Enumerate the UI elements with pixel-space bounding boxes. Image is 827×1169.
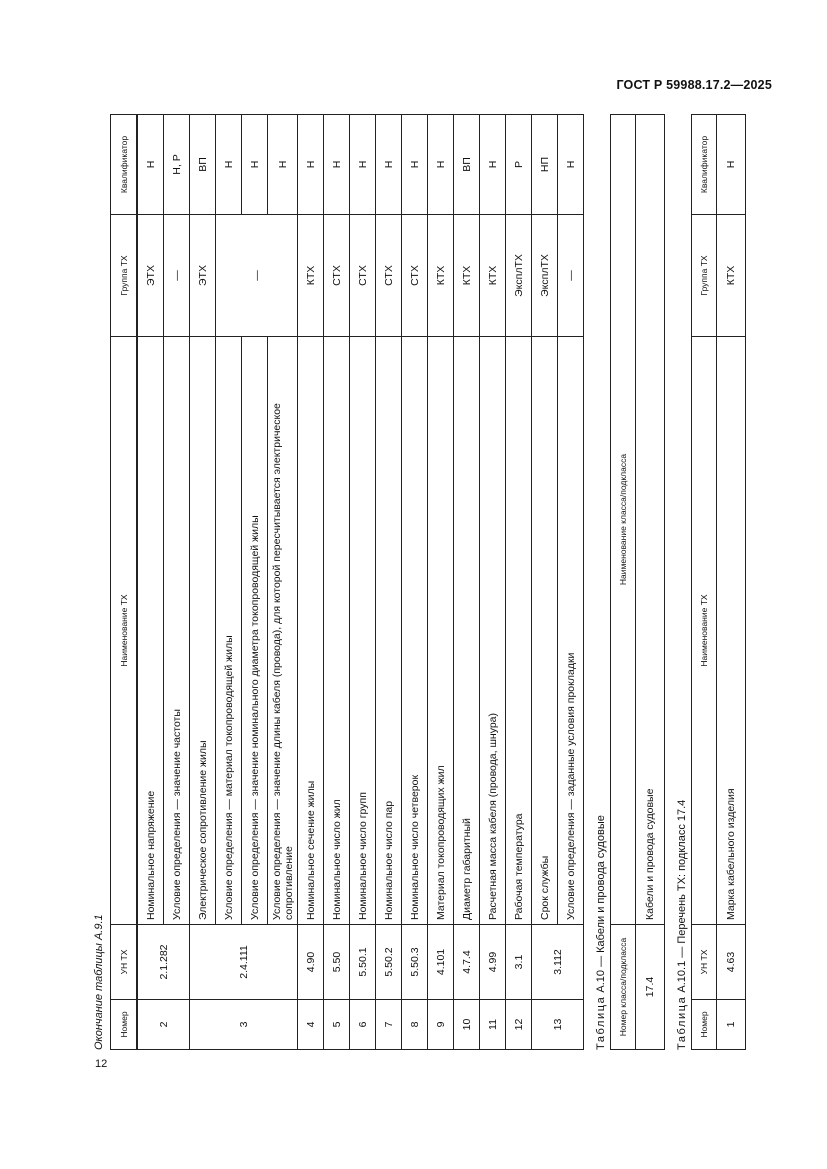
rotated-content xyxy=(92,115,747,1050)
cell-qualifier: Н xyxy=(350,115,376,215)
table-row xyxy=(532,115,558,1050)
cell-name: Номинальное число групп xyxy=(350,337,376,925)
cell-name: Марка кабельного изделия xyxy=(717,337,746,925)
col-header-un: УН ТХ xyxy=(692,925,717,1000)
cell-group: — xyxy=(216,215,298,337)
cell-un: 5.50.3 xyxy=(402,925,428,1000)
table-row xyxy=(376,115,402,1050)
cell-qualifier: Н xyxy=(137,115,164,215)
table-row xyxy=(350,115,376,1050)
cell-name: Расчетная масса кабеля (провода, шнура) xyxy=(480,337,506,925)
cell-qualifier: Н xyxy=(717,115,746,215)
cell-group: ЭТХ xyxy=(190,215,216,337)
cell-group: — xyxy=(164,215,190,337)
cell-group: СТХ xyxy=(350,215,376,337)
cell-number: 2 xyxy=(137,1000,190,1050)
cell-group: ЭксплТХ xyxy=(532,215,558,337)
cell-class-number: 17.4 xyxy=(636,925,665,1050)
cell-number: 12 xyxy=(506,1000,532,1050)
cell-name: Материал токопроводящих жил xyxy=(428,337,454,925)
cell-name: Условие определения — заданные условия прокладки xyxy=(558,337,584,925)
cell-name: Номинальное сечение жилы xyxy=(298,337,324,925)
cell-class-name: Кабели и провода судовые xyxy=(636,115,665,925)
table-row xyxy=(402,115,428,1050)
cell-number: 4 xyxy=(298,1000,324,1050)
cell-qualifier: Н xyxy=(216,115,242,215)
cell-name: Номинальное напряжение xyxy=(137,337,164,925)
table-row xyxy=(506,115,532,1050)
table-row xyxy=(558,115,584,1050)
cell-qualifier: Н, Р xyxy=(164,115,190,215)
table-row xyxy=(428,115,454,1050)
cell-group: ЭксплТХ xyxy=(506,215,532,337)
cell-un: 4.7.4 xyxy=(454,925,480,1000)
col-header-qualifier: Квалификатор xyxy=(111,115,138,215)
col-header-un: УН ТХ xyxy=(111,925,138,1000)
cell-group: КТХ xyxy=(454,215,480,337)
cell-qualifier: НП xyxy=(532,115,558,215)
table-a10-header-row xyxy=(611,115,636,1050)
table-a10-caption-label: Таблица xyxy=(595,995,607,1050)
cell-qualifier: ВП xyxy=(454,115,480,215)
cell-qualifier: Н xyxy=(402,115,428,215)
cell-number: 11 xyxy=(480,1000,506,1050)
table-a10-caption-text: А.10 — Кабели и провода судовые xyxy=(595,815,607,993)
table-a101-caption-text: А.10.1 — Перечень ТХ: подкласс 17.4 xyxy=(676,799,688,993)
table-a101-caption xyxy=(675,115,689,1050)
cell-qualifier: Н xyxy=(298,115,324,215)
table-a10 xyxy=(610,114,665,1050)
page-number: 12 xyxy=(95,1058,108,1070)
cell-name: Условие определения — материал токопроводящей жилы xyxy=(216,337,242,925)
cell-group: КТХ xyxy=(298,215,324,337)
cell-un: 4.90 xyxy=(298,925,324,1000)
table-row xyxy=(454,115,480,1050)
col-header-class-number: Номер класса/подкласса xyxy=(611,925,636,1050)
cell-group: КТХ xyxy=(480,215,506,337)
table-a10-caption xyxy=(594,115,608,1050)
cell-number: 6 xyxy=(350,1000,376,1050)
cell-number: 7 xyxy=(376,1000,402,1050)
cell-qualifier: Н xyxy=(242,115,268,215)
cell-un: 2.4.111 xyxy=(190,925,298,1000)
table-a91-caption: Окончание таблицы А.9.1 xyxy=(93,914,105,1050)
cell-qualifier: Н xyxy=(268,115,298,215)
cell-un: 4.101 xyxy=(428,925,454,1000)
cell-name: Условие определения — значение частоты xyxy=(164,337,190,925)
table-a101-header-row xyxy=(692,115,717,1050)
cell-number: 1 xyxy=(717,1000,746,1050)
cell-group: КТХ xyxy=(717,215,746,337)
table-row xyxy=(480,115,506,1050)
cell-name: Срок службы xyxy=(532,337,558,925)
col-header-group: Группа ТХ xyxy=(111,215,138,337)
cell-name: Условие определения — значение номинального диаметра токопроводящей жилы xyxy=(242,337,268,925)
table-row xyxy=(636,115,665,1050)
cell-un: 3.1 xyxy=(506,925,532,1000)
table-row xyxy=(190,115,216,1050)
table-row xyxy=(298,115,324,1050)
cell-un: 2.1.282 xyxy=(137,925,190,1000)
table-row xyxy=(216,115,242,1050)
table-a101 xyxy=(691,114,746,1050)
cell-group: КТХ xyxy=(428,215,454,337)
cell-qualifier: Р xyxy=(506,115,532,215)
cell-qualifier: ВП xyxy=(190,115,216,215)
cell-qualifier: Н xyxy=(558,115,584,215)
cell-un: 5.50.1 xyxy=(350,925,376,1000)
col-header-number: Номер xyxy=(692,1000,717,1050)
table-a101-caption-label: Таблица xyxy=(676,995,688,1050)
table-row xyxy=(717,115,746,1050)
cell-qualifier: Н xyxy=(428,115,454,215)
col-header-class-name: Наименование класса/подкласса xyxy=(611,115,636,925)
cell-number: 13 xyxy=(532,1000,584,1050)
cell-un: 5.50 xyxy=(324,925,350,1000)
cell-number: 10 xyxy=(454,1000,480,1050)
table-row xyxy=(164,115,190,1050)
cell-number: 5 xyxy=(324,1000,350,1050)
table-row xyxy=(137,115,164,1050)
col-header-name: Наименование ТХ xyxy=(111,337,138,925)
cell-un: 3.112 xyxy=(532,925,584,1000)
cell-number: 9 xyxy=(428,1000,454,1050)
col-header-name: Наименование ТХ xyxy=(692,337,717,925)
col-header-group: Группа ТХ xyxy=(692,215,717,337)
col-header-qualifier: Квалификатор xyxy=(692,115,717,215)
col-header-number: Номер xyxy=(111,1000,138,1050)
cell-name: Номинальное число пар xyxy=(376,337,402,925)
cell-name: Диаметр габаритный xyxy=(454,337,480,925)
cell-name: Номинальное число четверок xyxy=(402,337,428,925)
cell-name: Условие определения — значение длины кабеля (провода), для которой пересчитывается электрическое сопротивление xyxy=(268,337,298,925)
table-a91 xyxy=(110,114,584,1050)
table-row xyxy=(324,115,350,1050)
cell-name: Номинальное число жил xyxy=(324,337,350,925)
cell-number: 3 xyxy=(190,1000,298,1050)
table-a91-header-row xyxy=(111,115,138,1050)
cell-qualifier: Н xyxy=(376,115,402,215)
cell-un: 4.63 xyxy=(717,925,746,1000)
document-number: ГОСТ Р 59988.17.2—2025 xyxy=(616,78,772,92)
cell-un: 5.50.2 xyxy=(376,925,402,1000)
cell-name: Рабочая температура xyxy=(506,337,532,925)
cell-group: СТХ xyxy=(402,215,428,337)
cell-qualifier: Н xyxy=(480,115,506,215)
cell-un: 4.99 xyxy=(480,925,506,1000)
cell-group: СТХ xyxy=(324,215,350,337)
cell-name: Электрическое сопротивление жилы xyxy=(190,337,216,925)
cell-qualifier: Н xyxy=(324,115,350,215)
cell-group: ЭТХ xyxy=(137,215,164,337)
cell-group: СТХ xyxy=(376,215,402,337)
cell-group: — xyxy=(558,215,584,337)
cell-number: 8 xyxy=(402,1000,428,1050)
